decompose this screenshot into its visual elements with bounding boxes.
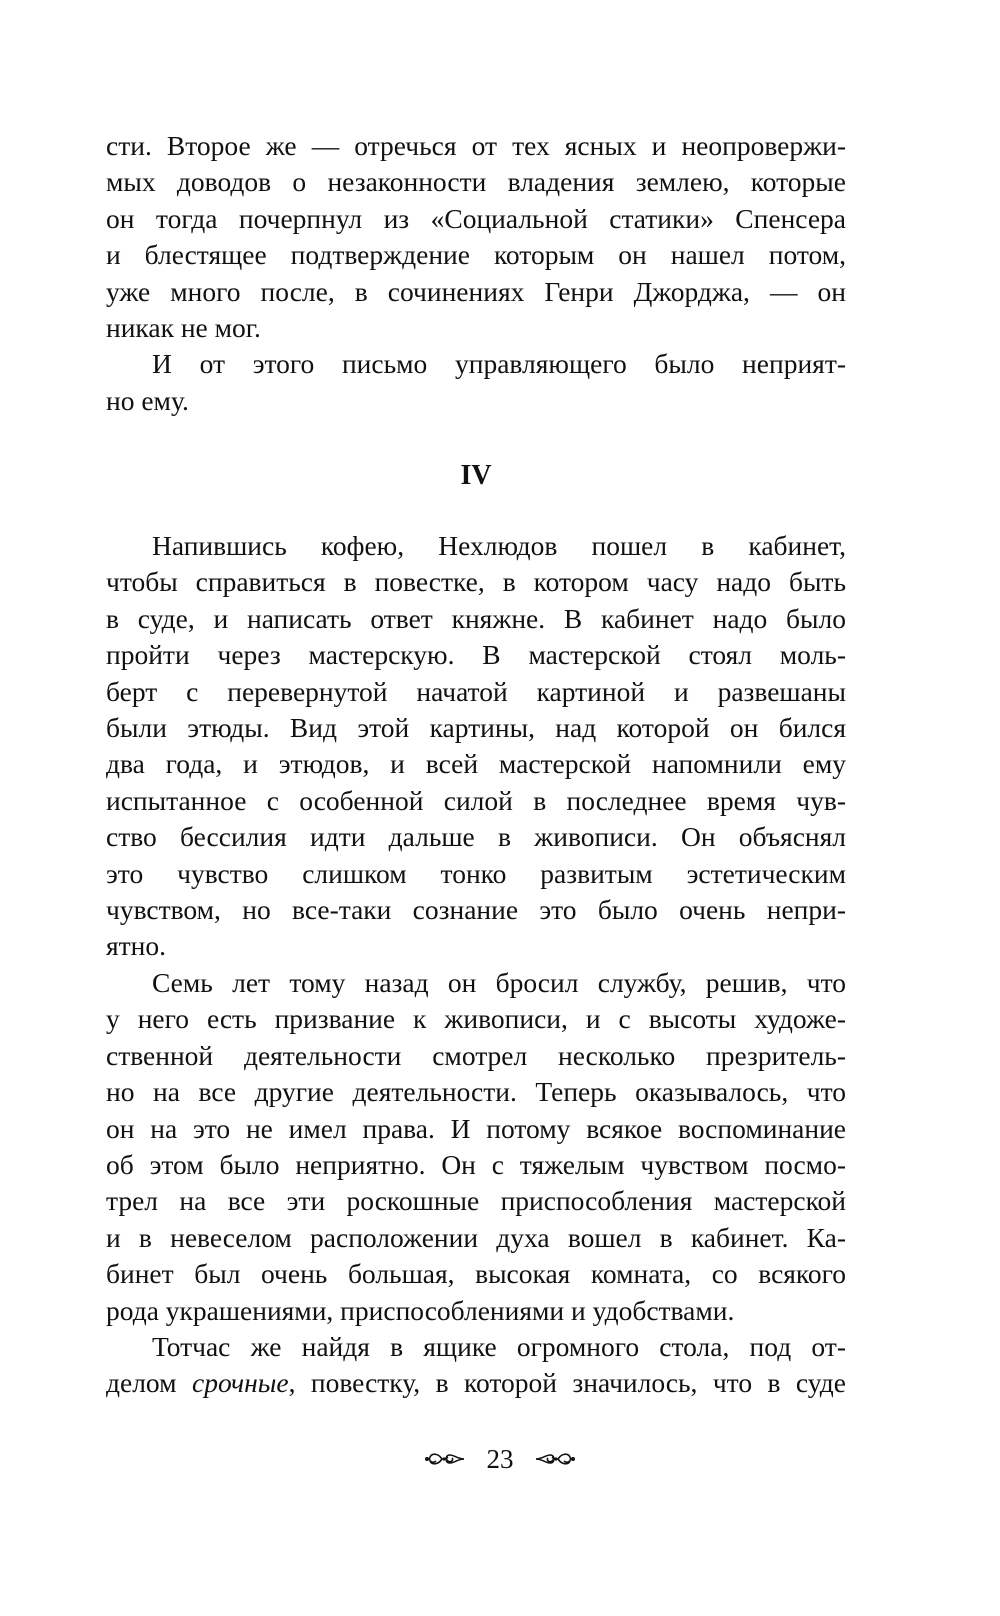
paragraph-2 [106, 346, 846, 419]
page-footer [0, 1440, 1000, 1475]
text-line: в суде, и написать ответ княжне. В кабинет надо было [106, 602, 846, 634]
text-line: рода украшениями, приспособлениями и удобствами. [106, 1294, 735, 1326]
paragraph-4 [106, 965, 846, 1329]
fleuron-left-icon [424, 1448, 466, 1470]
text-line: чтобы справиться в повестке, в котором часу надо быть [106, 566, 846, 598]
text-fragment: , повестку, в которой значилось, что в суде [288, 1367, 846, 1399]
text-line: трел на все эти роскошные приспособления мастерской [106, 1185, 846, 1217]
text-line: чувством, но все-таки сознание это было очень непри- [106, 894, 846, 926]
text-line: но ему. [106, 384, 189, 416]
text-line: ственной деятельности смотрел несколько презритель- [106, 1039, 846, 1071]
text-line: это чувство слишком тонко развитым эстетическим [106, 857, 846, 889]
text-line: два года, и этюдов, и всей мастерской напомнили ему [106, 748, 846, 780]
text-block-top [106, 128, 846, 419]
text-line: ятно. [106, 930, 167, 962]
text-line: об этом было неприятно. Он с тяжелым чувством посмо- [106, 1148, 846, 1180]
text-line: ство бессилия идти дальше в живописи. Он объяснял [106, 821, 846, 853]
paragraph-3 [106, 528, 846, 965]
text-line: уже много после, в сочинениях Генри Джорджа, — он [106, 275, 846, 307]
italic-term: срочные [191, 1367, 289, 1399]
text-line-with-italic [106, 1365, 846, 1401]
text-line: испытанное с особенной силой в последнее время чув- [106, 784, 846, 816]
text-line: никак не мог. [106, 312, 261, 344]
text-line: пройти через мастерскую. В мастерской стоял моль- [106, 639, 846, 671]
text-line: и в невеселом расположении духа вошел в кабинет. Ка- [106, 1221, 846, 1253]
text-line: были этюды. Вид этой картины, над которой он бился [106, 712, 846, 744]
fleuron-right-icon [534, 1448, 576, 1470]
text-line: Семь лет тому назад он бросил службу, решив, что [152, 966, 846, 998]
text-line: Тотчас же найдя в ящике огромного стола, под от- [152, 1330, 846, 1362]
text-line: но на все другие деятельности. Теперь оказывалось, что [106, 1076, 846, 1108]
chapter-heading: IV [460, 460, 492, 491]
text-line: он на это не имел права. И потому всякое воспоминание [106, 1112, 846, 1144]
text-block-bottom [106, 528, 846, 1402]
text-line: у него есть призвание к живописи, и с высоты художе- [106, 1003, 846, 1035]
text-line: И от этого письмо управляющего было неприят- [152, 348, 846, 380]
paragraph-1 [106, 128, 846, 346]
text-line: берт с перевернутой начатой картиной и развешаны [106, 675, 846, 707]
page-number: 23 [486, 1443, 514, 1474]
text-line: бинет был очень большая, высокая комната, со всякого [106, 1258, 846, 1290]
text-line: он тогда почерпнул из «Социальной статики» Спенсера [106, 202, 846, 234]
text-fragment: делом [106, 1367, 192, 1399]
text-line: сти. Второе же — отречься от тех ясных и неопровержи- [106, 130, 846, 161]
paragraph-5 [106, 1329, 846, 1402]
text-line: и блестящее подтверждение которым он нашел потом, [106, 239, 846, 271]
text-line: Напившись кофею, Нехлюдов пошел в кабинет, [152, 530, 846, 561]
text-line: мых доводов о незаконности владения землею, которые [106, 166, 846, 198]
